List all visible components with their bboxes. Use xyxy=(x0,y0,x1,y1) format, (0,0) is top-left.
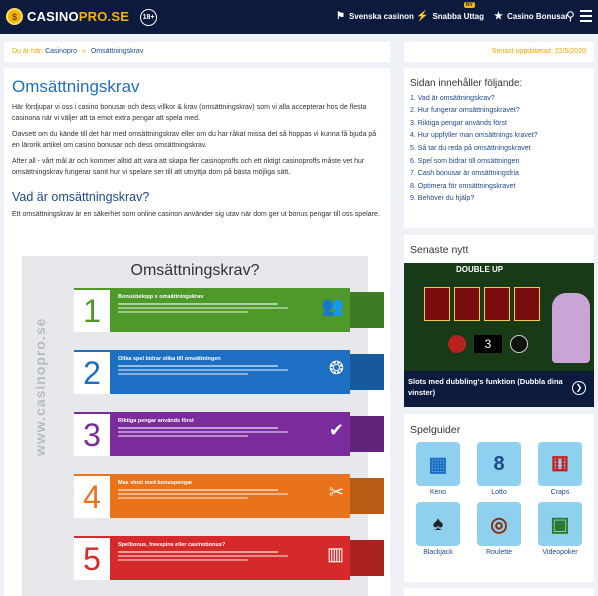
breadcrumb-current-link[interactable]: Omsättningskrav xyxy=(90,48,144,55)
games-title: Spelguider xyxy=(410,424,461,436)
nav-snabba-uttag[interactable] xyxy=(416,11,484,22)
dice-icon: ⚅ xyxy=(538,442,582,486)
toc-link[interactable]: 9. Behöver du hjälp? xyxy=(410,195,475,203)
news-caption-link[interactable]: Slots med dubbling's funktion (Dubbla dina vinster) xyxy=(404,371,594,407)
news-image[interactable] xyxy=(404,263,594,371)
infographic-step-1 xyxy=(74,288,384,332)
tools-icon: ✂ xyxy=(328,482,344,502)
game-label: Roulette xyxy=(485,549,513,556)
game-tile-roulette[interactable] xyxy=(471,502,527,556)
page-title: Omsättningskrav xyxy=(12,77,140,96)
step-title: Riktiga pengar används först xyxy=(118,418,194,424)
game-guides-widget xyxy=(404,414,594,582)
intro-paragraph: Här fördjupar vi oss i casino bonusar och dess villkor & krav (omsättningskrav) som vi alla accepterar hos de flesta casinona när vi väljer att ta emot extra pengar att spela med. xyxy=(12,104,367,122)
game-tile-craps[interactable] xyxy=(532,442,588,496)
step-number: 2 xyxy=(74,352,110,394)
breadcrumb xyxy=(4,42,390,62)
step-title: Max vinst med bonuspengar xyxy=(118,480,193,486)
new-badge: NY xyxy=(466,2,473,8)
game-label: Keno xyxy=(429,489,447,496)
game-label: Videopoker xyxy=(542,549,578,556)
breadcrumb-home-link[interactable]: Casinopro xyxy=(45,48,77,55)
flag-icon: ⚑ xyxy=(336,11,345,22)
article xyxy=(4,68,390,596)
breadcrumb-prefix: Du är här: xyxy=(12,48,44,55)
cards-icon: ♠ xyxy=(416,502,460,546)
step-title: Bonusbelopp x omsättningskrav xyxy=(118,294,204,300)
infographic-title: Omsättningskrav? xyxy=(130,262,260,279)
step-number: 5 xyxy=(74,538,110,580)
toc-link[interactable]: 3. Riktiga pengar används först xyxy=(410,119,507,127)
table-of-contents xyxy=(404,68,594,228)
infographic-step-5 xyxy=(74,536,384,580)
news-title: Senaste nytt xyxy=(410,244,469,256)
next-sidebar-card xyxy=(404,588,594,596)
nav-label: Casino Bonusar xyxy=(506,12,569,21)
nav-label: Svenska casinon xyxy=(348,12,414,21)
coin-icon: $ xyxy=(6,8,23,25)
toc-link[interactable]: 2. Hur fungerar omsättningskravet? xyxy=(410,107,520,115)
game-tile-videopoker[interactable] xyxy=(532,502,588,556)
lightning-icon: ⚡ xyxy=(416,11,429,22)
paragraph-4: Ett omsättningskrav är en säkerhet som online casinon använder sig utav när dom ger ut bonus pengar till oss spelare. xyxy=(12,211,380,218)
site-logo[interactable] xyxy=(6,8,129,25)
nav-svenska-casinon[interactable] xyxy=(336,11,414,22)
search-icon[interactable]: ⚲ xyxy=(566,9,575,23)
breadcrumb-separator: » xyxy=(81,48,86,55)
infographic-watermark: www.casinopro.se xyxy=(32,317,48,456)
paragraph-2: Oavsett om du kände till det här med omsättningskrav eller om du har råkat missa det så hoppas vi kunna få bjuda på en lärorik artikel om casino bonusar och dess omsättningskrav. xyxy=(12,131,377,149)
keno-icon: ▦ xyxy=(416,442,460,486)
toc-link[interactable]: 4. Hur uppfyller man omsättnings kravet? xyxy=(410,132,538,140)
infographic-step-3 xyxy=(74,412,384,456)
top-navigation-bar xyxy=(0,0,598,34)
last-updated: Senast uppdaterad: 22/5/2020 xyxy=(404,42,594,62)
step-number: 1 xyxy=(74,290,110,332)
game-tile-blackjack[interactable] xyxy=(410,502,466,556)
step-number: 3 xyxy=(74,414,110,456)
lotto-ball-icon: 8 xyxy=(477,442,521,486)
counter-value: 3 xyxy=(474,335,502,353)
chevron-right-icon[interactable]: ❯ xyxy=(572,381,586,395)
check-badge-icon: ✔ xyxy=(328,420,344,440)
character-illustration xyxy=(552,293,590,363)
toc-link[interactable]: 1. Vad är omsättningskrav? xyxy=(410,94,495,102)
step-title: Spelbonus, freespins eller casinobonus? xyxy=(118,542,226,548)
step-number: 4 xyxy=(74,476,110,518)
toc-link[interactable]: 8. Optimera för omsättningskravet xyxy=(410,182,516,190)
award-icon: ❂ xyxy=(328,358,344,378)
infographic-step-2 xyxy=(74,350,384,394)
game-label: Craps xyxy=(550,489,570,496)
paragraph-3: After all - vårt mål är och kommer alltid att vara att skapa fler casinoproffs och ett riktigt casinoproffs måste vet hur omsättningskrav fungerar samt hur vi spelare ser till att utnyttja dom på bästa möjliga sätt. xyxy=(12,158,365,176)
infographic xyxy=(18,256,386,596)
age-limit-badge: 18+ xyxy=(140,9,157,26)
news-image-heading: DOUBLE UP xyxy=(456,265,504,274)
game-tile-lotto[interactable] xyxy=(471,442,527,496)
game-label: Blackjack xyxy=(423,549,453,556)
toc-link[interactable]: 7. Cash bonusar är omsättningsfria xyxy=(410,170,519,178)
game-tile-keno[interactable] xyxy=(410,442,466,496)
nav-label: Snabba Uttag xyxy=(432,12,485,21)
toc-link[interactable]: 5. Så tar du reda på omsättningskravet xyxy=(410,144,531,152)
toc-title: Sidan innehåller följande: xyxy=(410,78,523,89)
infographic-step-4 xyxy=(74,474,384,518)
step-title: Olika spel bidrar olika till omsättningen xyxy=(118,356,221,362)
section-heading: Vad är omsättningskrav? xyxy=(12,190,150,204)
toc-link[interactable]: 6. Spel som bidrar till omsättningen xyxy=(410,157,520,165)
building-icon: ▥ xyxy=(326,544,344,564)
game-label: Lotto xyxy=(491,489,507,496)
videopoker-machine-icon: ▣ xyxy=(538,502,582,546)
star-icon: ★ xyxy=(494,11,503,22)
brand-name: CASINOPRO.SE xyxy=(27,9,130,24)
roulette-wheel-icon: ◎ xyxy=(477,502,521,546)
hamburger-menu-icon[interactable] xyxy=(580,10,592,25)
nav-casino-bonusar[interactable] xyxy=(494,11,568,22)
latest-news-widget xyxy=(404,235,594,407)
people-icon: 👥 xyxy=(321,296,344,316)
